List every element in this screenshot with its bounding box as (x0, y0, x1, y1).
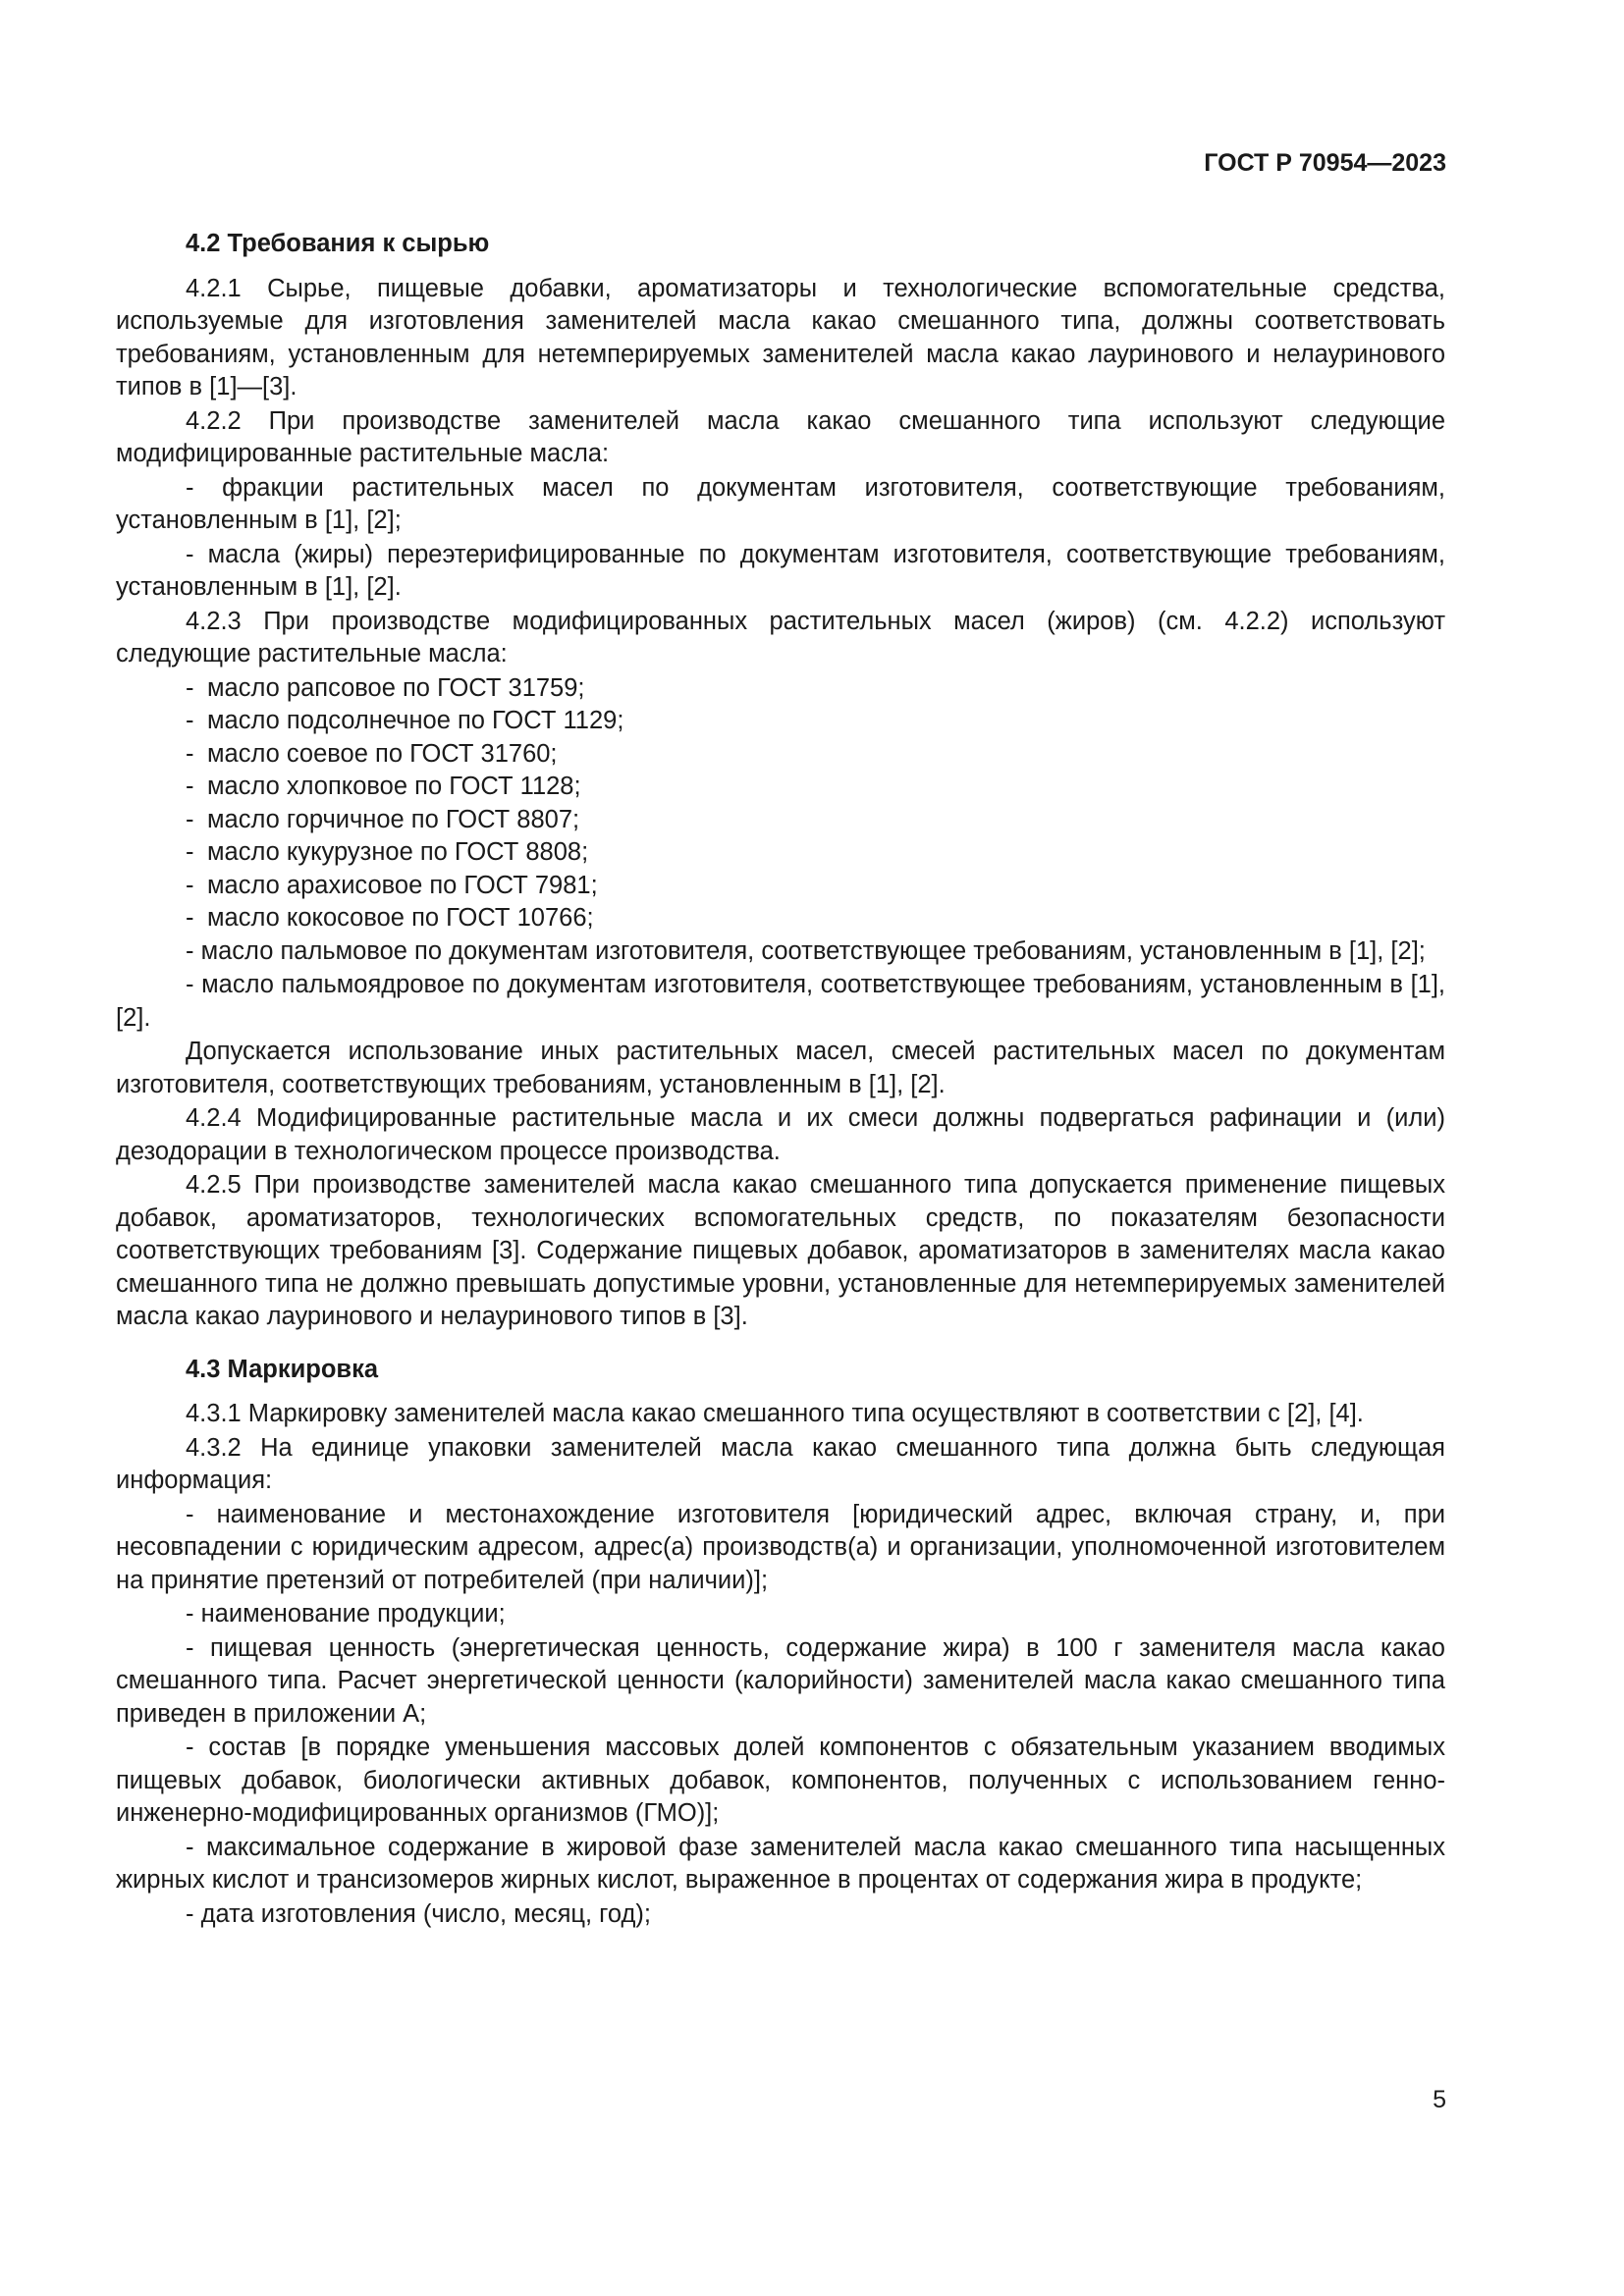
oil-list-item: - масло кокосовое по ГОСТ 10766; (186, 904, 594, 932)
paragraph-4-2-2: 4.2.2 При производстве заменителей масла какао смешанного типа используют следующие модифицированные растительные масла: (116, 406, 1445, 467)
list-item: - масло пальмоядровое по документам изготовителя, соответствующее требованиям, установленным в [1], [2]. (116, 971, 1445, 1032)
list-item: - состав [в порядке уменьшения массовых долей компонентов с обязательным указанием вводимых пищевых добавок, биологически активных добавок, компонентов, полученных с использованием генно-инженерно-модифицированных организмов (ГМО)]; (116, 1734, 1445, 1827)
section-title-4-3: 4.3 Маркировка (186, 1355, 379, 1383)
oil-list-item: - масло рапсовое по ГОСТ 31759; (186, 673, 585, 702)
paragraph-4-3-1: 4.3.1 Маркировку заменителей масла какао смешанного типа осуществляют в соответствии с [2], [4]. (186, 1400, 1364, 1427)
list-item: - дата изготовления (число, месяц, год); (186, 1899, 652, 1928)
list-item: - масло пальмовое по документам изготовителя, соответствующее требованиям, установленным в [1], [2]; (186, 936, 1426, 965)
paragraph-4-2-3: 4.2.3 При производстве модифицированных растительных масел (жиров) (см. 4.2.2) используют следующие растительные масла: (116, 607, 1445, 667)
list-item: - масла (жиры) переэтерифицированные по документам изготовителя, соответствующие требованиям, установленным в [1], [2]. (116, 540, 1445, 601)
oil-list-item: - масло кукурузное по ГОСТ 8808; (186, 838, 589, 866)
paragraph-note: Допускается использование иных растительных масел, смесей растительных масел по документам изготовителя, соответствующих требованиям, установленным в [1], [2]. (116, 1038, 1445, 1098)
section-title-4-2: 4.2 Требования к сырью (186, 230, 490, 257)
document-body (116, 228, 1445, 1932)
list-item: - пищевая ценность (энергетическая ценность, содержание жира) в 100 г заменителя масла какао смешанного типа. Расчет энергетической ценности (калорийности) заменителей масла какао смешанного типа приведен в приложении А; (116, 1633, 1445, 1728)
oil-list-item: - масло горчичное по ГОСТ 8807; (186, 805, 580, 833)
paragraph-4-2-1: 4.2.1 Сырье, пищевые добавки, ароматизаторы и технологические вспомогательные средства, используемые для изготовления заменителей масла какао смешанного типа, должны соответствовать требованиям, установленным для нетемперируемых заменителей масла какао лауринового и нелауринового типов в [1]—[3]. (116, 274, 1445, 400)
oil-list-item: - масло арахисовое по ГОСТ 7981; (186, 871, 598, 899)
list-item: - наименование и местонахождение изготовителя [юридический адрес, включая страну, и, при несовпадении с юридическим адресом, адрес(а) производств(а) и организации, уполномоченной изготовителем на принятие претензий от потребителей (при наличии)]; (116, 1500, 1445, 1594)
paragraph-4-2-4: 4.2.4 Модифицированные растительные масла и их смеси должны подвергаться рафинации и (или) дезодорации в технологическом процессе производства. (116, 1104, 1445, 1165)
paragraph-4-2-5: 4.2.5 При производстве заменителей масла какао смешанного типа допускается применение пищевых добавок, ароматизаторов, технологических вспомогательных средств, по показателям безопасности соответствующих требованиям [3]. Содержание пищевых добавок, ароматизаторов в заменителях масла какао смешанного типа не должно превышать допустимые уровни, установленные для нетемперируемых заменителей масла какао лауринового и нелауринового типов в [3]. (116, 1171, 1445, 1330)
oil-list-item: - масло соевое по ГОСТ 31760; (186, 739, 558, 768)
standard-designation: ГОСТ Р 70954—2023 (1204, 149, 1446, 177)
oil-list-item: - масло хлопковое по ГОСТ 1128; (186, 773, 581, 800)
page-number: 5 (1433, 2086, 1446, 2113)
list-item: - фракции растительных масел по документам изготовителя, соответствующие требованиям, установленным в [1], [2]; (116, 473, 1445, 534)
paragraph-4-3-2: 4.3.2 На единице упаковки заменителей масла какао смешанного типа должна быть следующая информация: (116, 1433, 1445, 1494)
list-item: - максимальное содержание в жировой фазе заменителей масла какао смешанного типа насыщенных жирных кислот и трансизомеров жирных кислот, выраженное в процентах от содержания жира в продукте; (116, 1833, 1445, 1894)
oil-list-item: - масло подсолнечное по ГОСТ 1129; (186, 707, 624, 734)
list-item: - наименование продукции; (186, 1600, 506, 1628)
